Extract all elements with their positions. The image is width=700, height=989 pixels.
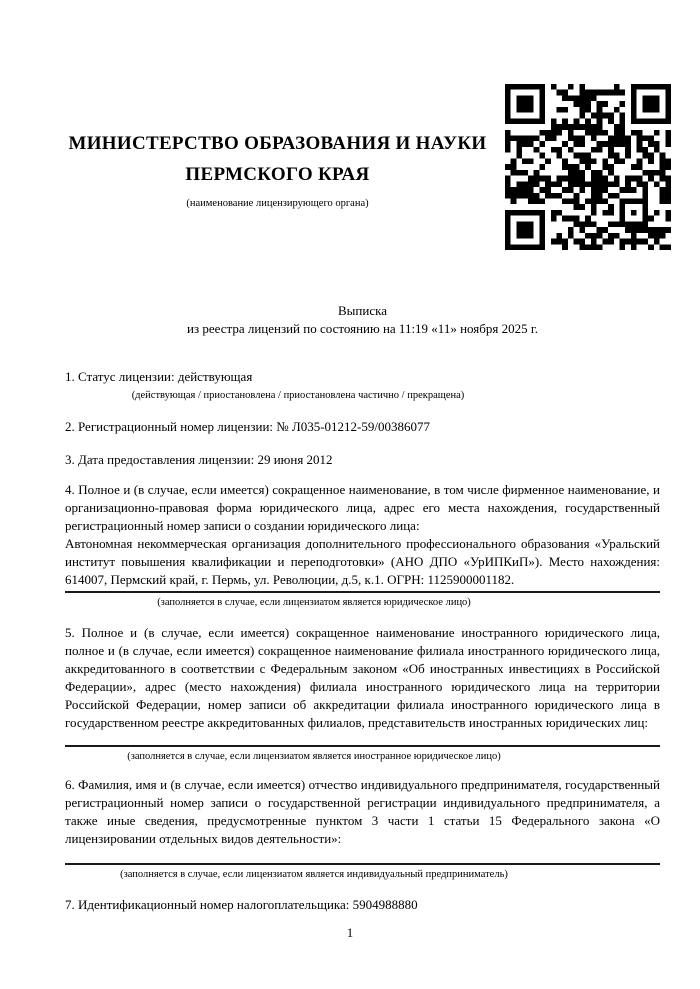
license-registration-number: 2. Регистрационный номер лицензии: № Л035-01212-59/00386077 — [65, 419, 431, 434]
qr-code — [505, 84, 671, 250]
legal-entity-label: 4. Полное и (в случае, если имеется) сокращенное наименование, в том числе фирменное наименование, и организационно-правовая форма юридического лица, адрес его места нахождения, государственный регистрационный номер записи о создании юридического лица: — [65, 482, 660, 533]
legal-entity-section — [65, 481, 660, 610]
individual-entrepreneur-section — [65, 776, 660, 882]
individual-entrepreneur-caption: (заполняется в случае, если лицензиатом является индивидуальный предприниматель) — [120, 869, 508, 880]
authority-name-line2: ПЕРМСКОГО КРАЯ — [185, 164, 370, 185]
individual-entrepreneur-rule — [65, 863, 660, 865]
authority-name-line1: МИНИСТЕРСТВО ОБРАЗОВАНИЯ И НАУКИ — [68, 133, 487, 154]
foreign-entity-caption: (заполняется в случае, если лицензиатом является иностранное юридическое лицо) — [127, 751, 501, 762]
legal-entity-rule — [65, 591, 660, 593]
authority-caption: (наименование лицензирующего органа) — [186, 198, 369, 209]
legal-entity-value: Автономная некоммерческая организация дополнительного профессионального образования «Уральский институт повышения квалификации и переподготовки» (АНО ДПО «УрИПКиП»). Место нахождения: 614007, Пермский край, г. Пермь, ул. Революции, д.5, к.1. ОГРН: 1125900001182. — [65, 536, 660, 587]
legal-entity-caption: (заполняется в случае, если лицензиатом является юридическое лицо) — [157, 597, 471, 608]
individual-entrepreneur-label: 6. Фамилия, имя и (в случае, если имеется) отчество индивидуального предпринимателя, государственный регистрационный номер записи о государственной регистрации индивидуального предпринимателя, а также иные сведения, предусмотренные пунктом 3 части 1 статьи 15 Федерального закона «О лицензировании отдельных видов деятельности»: — [65, 777, 660, 846]
license-grant-date: 3. Дата предоставления лицензии: 29 июня 2012 — [65, 452, 333, 467]
document-title-line1: Выписка — [338, 303, 387, 318]
document-title — [65, 302, 660, 338]
page-number: 1 — [346, 926, 354, 940]
foreign-entity-rule — [65, 745, 660, 747]
foreign-entity-label: 5. Полное и (в случае, если имеется) сокращенное наименование иностранного юридического лица, полное и (в случае, если имеется) сокращенное наименование филиала иностранного юридического лица, аккредитованного в соответствии с Федеральным законом «Об иностранных инвестициях в Российской Федерации», адрес (место нахождения) филиала иностранного юридического лица на территории Российской Федерации, номер записи об аккредитации филиала иностранного юридического лица в государственном реестре аккредитованных филиалов, представительств иностранных юридических лиц: — [65, 625, 660, 730]
licensing-authority-header — [65, 128, 490, 210]
document-title-line2: из реестра лицензий по состоянию на 11:19 «11» ноября 2025 г. — [187, 321, 538, 336]
foreign-entity-section — [65, 624, 660, 764]
license-status-caption: (действующая / приостановлена / приостановлена частично / прекращена) — [131, 390, 465, 401]
taxpayer-id: 7. Идентификационный номер налогоплательщика: 5904988880 — [65, 897, 418, 912]
license-status: 1. Статус лицензии: действующая — [65, 369, 253, 384]
document-body — [65, 302, 660, 914]
